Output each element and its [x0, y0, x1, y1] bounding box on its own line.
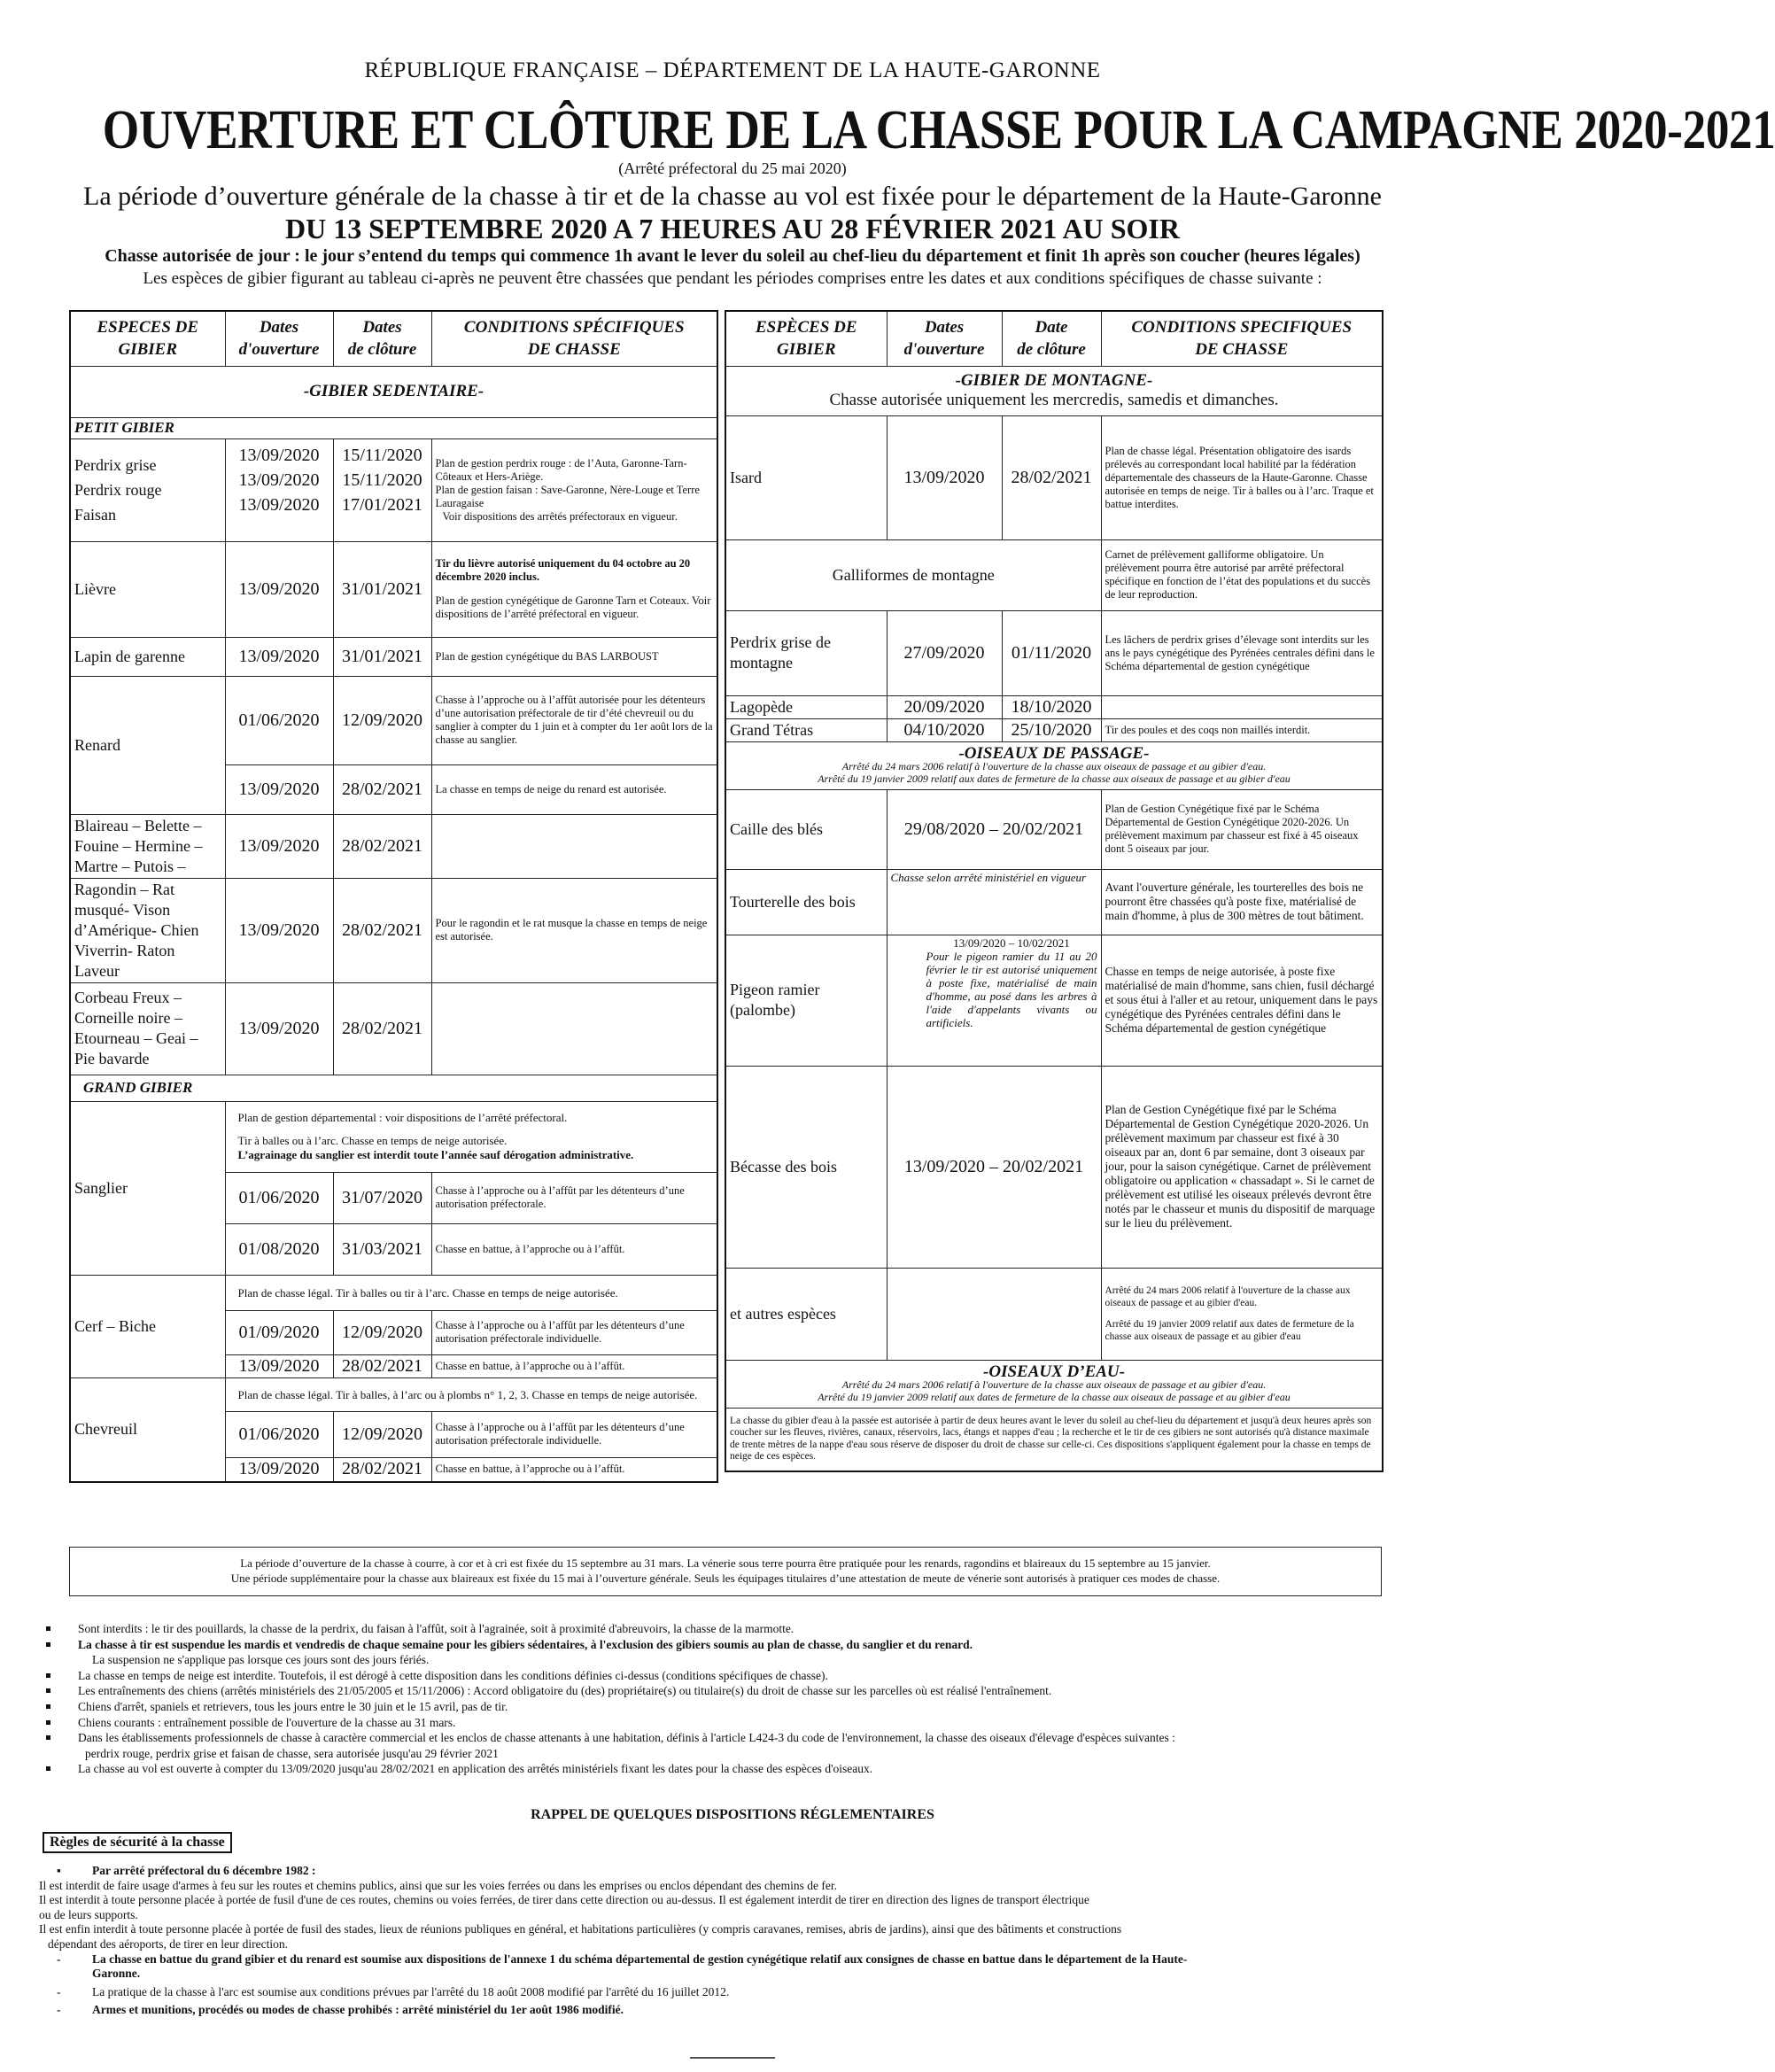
- condition-text: Chasse en battue, à l’approche ou à l’affût.: [431, 1223, 717, 1275]
- condition-text: Tir du lièvre autorisé uniquement du 04 octobre au 20 décembre 2020 inclus.: [435, 557, 691, 583]
- subsection-grand-gibier: GRAND GIBIER: [70, 1075, 717, 1101]
- date-close: 18/10/2020: [1002, 695, 1101, 718]
- department-header: RÉPUBLIQUE FRANÇAISE – DÉPARTEMENT DE LA HAUTE-GARONNE: [364, 58, 1101, 82]
- date-open: 13/09/2020: [238, 469, 320, 490]
- date-open: 01/06/2020: [225, 676, 333, 764]
- period-intro: La période d’ouverture générale de la chasse à tir et de la chasse au vol est fixée pour le département de la Haute-Garonne: [83, 182, 1382, 211]
- col-cloture: Date de clôture: [1002, 311, 1101, 366]
- list-item: Sont interdits : le tir des pouillards, la chasse de la perdrix, du faisan à l'affût, soit à l'agrainée, soit à proximité d'abreuvoirs, la chasse de la marmotte.: [39, 1621, 1430, 1637]
- species-faisan: Faisan: [74, 506, 116, 524]
- species-corbeau: Corbeau Freux – Corneille noire – Etourneau – Geai – Pie bavarde: [70, 982, 225, 1075]
- table-row: [70, 1275, 717, 1310]
- col-especes: ESPECES DE GIBIER: [70, 311, 225, 366]
- species-perdrix-grise: Perdrix grise: [74, 456, 157, 474]
- date-open: 13/09/2020: [225, 982, 333, 1075]
- table-row: [725, 789, 1383, 869]
- rules-section: [39, 1864, 1430, 2018]
- eau-note: Arrêté du 19 janvier 2009 relatif aux dates de fermeture de la chasse aux oiseaux de passage et au gibier d'eau: [818, 1390, 1291, 1403]
- season-dates: DU 13 SEPTEMBRE 2020 A 7 HEURES AU 28 FÉVRIER 2021 AU SOIR: [285, 213, 1180, 244]
- condition-text: Plan de gestion cynégétique de Garonne Tarn et Coteaux. Voir dispositions de l’arrêté préfectoral en vigueur.: [435, 594, 711, 620]
- eau-note: Arrêté du 24 mars 2006 relatif à l'ouverture de la chasse aux oiseaux de passage et au gibier d'eau.: [841, 1377, 1267, 1391]
- species-cerf: Cerf – Biche: [70, 1275, 225, 1377]
- list-item: La chasse au vol est ouverte à compter du 13/09/2020 jusqu'au 28/02/2021 en application des arrêtés ministériels fixant les dates pour la chasse des espèces d'oiseaux.: [39, 1761, 1430, 1777]
- species-galliformes: Galliformes de montagne: [725, 539, 1101, 610]
- table-row: [70, 814, 717, 878]
- species-autres: et autres espèces: [725, 1268, 887, 1360]
- table-header-row: [725, 311, 1383, 366]
- table-row: [725, 610, 1383, 695]
- species-lievre: Lièvre: [70, 541, 225, 637]
- bullet-icon: [46, 1642, 50, 1647]
- col-especes: ESPÈCES DE GIBIER: [725, 311, 887, 366]
- table-row: [70, 541, 717, 637]
- date-close: 12/09/2020: [333, 676, 431, 764]
- rule-text: Garonne.: [92, 1967, 141, 1981]
- condition-text: Arrêté du 19 janvier 2009 relatif aux dates de fermeture de la chasse aux oiseaux de passage et au gibier d'eau: [1105, 1319, 1354, 1342]
- col-conditions: CONDITIONS SPÉCIFIQUES DE CHASSE: [431, 311, 717, 366]
- list-item-continuation: perdrix rouge, perdrix grise et faisan de chasse, sera autorisée jusqu'au 29 février 2021: [85, 1746, 499, 1760]
- date-open: 01/06/2020: [225, 1411, 333, 1457]
- day-definition: Chasse autorisée de jour : le jour s’entend du temps qui commence 1h avant le lever du soleil au chef-lieu du département et finit 1h après son coucher (heures légales): [105, 246, 1360, 266]
- bullet-icon: [46, 1704, 50, 1709]
- species-chevreuil: Chevreuil: [70, 1377, 225, 1482]
- list-item: La chasse en temps de neige est interdite. Toutefois, il est dérogé à cette disposition dans les conditions définies ci-dessus (conditions spécifiques de chasse).: [39, 1668, 1430, 1684]
- condition-text: Plan de gestion faisan : Save-Garonne, Nère-Louge et Terre Lauragaise: [435, 483, 700, 509]
- date-open: 13/09/2020: [887, 415, 1002, 539]
- species-perdrix-rouge: Perdrix rouge: [74, 481, 162, 499]
- condition-text: Chasse à l’approche ou à l’affût autorisée pour les détenteurs d’une autorisation préfectorale de tir d’été chevreuil ou du sanglier à compter du 1 juin et à compter du 1er août lors de la chasse au sanglier.: [431, 676, 717, 764]
- regles-heading: Règles de sécurité à la chasse: [43, 1832, 232, 1853]
- eau-text: La chasse du gibier d'eau à la passée est autorisée à partir de deux heures avant le lever du soleil au chef-lieu du département et jusqu'à deux heures après son coucher sur les fleuves, rivières, canaux, réservoirs, lacs, étangs et nappes d'eau ; la recherche et le tir de ces gibiers ne sont autorisés qu'à distance maximale de trente mètres de la nappe d'eau sous réserve de disposer du droit de chasse sur celle-ci. Ces dispositions s'appliquent également pour la chasse en temps de neige de ces espèces.: [725, 1408, 1383, 1471]
- condition-text: Arrêté du 24 mars 2006 relatif à l'ouverture de la chasse aux oiseaux de passage et au gibier d'eau.: [1105, 1285, 1351, 1308]
- condition-text: Tir des poules et des coqs non maillés interdit.: [1101, 718, 1383, 741]
- date-close: 15/11/2020: [342, 445, 422, 465]
- table-row: [70, 982, 717, 1075]
- date-empty: [887, 1268, 1101, 1360]
- condition-text: Chasse en battue, à l’approche ou à l’affût.: [431, 1354, 717, 1377]
- date-close: 01/11/2020: [1002, 610, 1101, 695]
- list-item: La chasse à tir est suspendue les mardis et vendredis de chaque semaine pour les gibiers sédentaires, à l'exclusion des gibiers soumis au plan de chasse, du sanglier et du renard.: [39, 1637, 1430, 1653]
- condition-text: Les lâchers de perdrix grises d’élevage sont interdits sur les ans le pays cynégétique des Pyrénées centrales défini dans le Schéma départemental de gestion cynégétique: [1101, 610, 1383, 695]
- table-row: [725, 1408, 1383, 1471]
- table-row: [725, 539, 1383, 610]
- date-open: 01/06/2020: [225, 1172, 333, 1223]
- right-species-table: [725, 310, 1384, 1472]
- dash-icon: -: [57, 1952, 61, 1966]
- passage-note: Arrêté du 19 janvier 2009 relatif aux dates de fermeture de la chasse aux oiseaux de passage et au gibier d'eau: [818, 772, 1291, 785]
- list-item-continuation: La suspension ne s'applique pas lorsque ces jours sont des jours fériés.: [92, 1653, 430, 1667]
- date-close: 28/02/2021: [333, 1354, 431, 1377]
- bullet-icon: [46, 1766, 50, 1771]
- date-open: 20/09/2020: [887, 695, 1002, 718]
- date-close: 31/01/2021: [333, 541, 431, 637]
- date-close: 28/02/2021: [333, 814, 431, 878]
- date-close: 28/02/2021: [333, 878, 431, 982]
- date-close: 31/07/2020: [333, 1172, 431, 1223]
- rule-text: Il est interdit à toute personne placée à portée de fusil d'une de ces routes, chemins ou voies ferrées, de tirer dans cette direction ou au-dessus. Il est également interdit de tirer en direction des lignes de transport électrique: [39, 1893, 1089, 1907]
- date-open: 04/10/2020: [887, 718, 1002, 741]
- condition-text: Plan de Gestion Cynégétique fixé par le Schéma Départemental de Gestion Cynégétique 2020-2026. Un prélèvement maximum par chasseur est fixé à 45 oiseaux dont 5 oiseaux par jour.: [1101, 789, 1383, 869]
- table-row: [725, 695, 1383, 718]
- date-open: 13/09/2020: [238, 494, 320, 515]
- species-pigeon: Pigeon ramier (palombe): [725, 935, 887, 1066]
- species-blaireau: Blaireau – Belette – Fouine – Hermine – Martre – Putois –: [70, 814, 225, 878]
- species-perdrix-montagne: Perdrix grise de montagne: [725, 610, 887, 695]
- date-close: 28/02/2021: [1002, 415, 1101, 539]
- bullet-icon: [46, 1688, 50, 1693]
- condition-text: Chasse en temps de neige autorisée, à poste fixe matérialisé de main d'homme, sans chien, fusil déchargé et sous étui à l'aller et au retour, uniquement dans le pays cynégétique des Pyrénées centrales défini dans le Schéma départemental de gestion cynégétique: [1101, 935, 1383, 1066]
- bullet-icon: ▪: [57, 1864, 61, 1877]
- col-conditions: CONDITIONS SPECIFIQUES DE CHASSE: [1101, 311, 1383, 366]
- condition-text: Carnet de prélèvement galliforme obligatoire. Un prélèvement pourra être autorisé par arrêté préfectoral spécifique en fonction de l’état des populations et du succès de leur reproduction.: [1101, 539, 1383, 610]
- date-open: 13/09/2020: [225, 1457, 333, 1482]
- table-row: [725, 869, 1383, 935]
- table-row: [725, 718, 1383, 741]
- bullet-icon: [46, 1720, 50, 1725]
- rule-text: dépendant des aéroports, de tirer en leur direction.: [48, 1936, 289, 1951]
- rule-item: ▪ Par arrêté préfectoral du 6 décembre 1982 :: [57, 1864, 316, 1877]
- notes-list: [39, 1621, 1430, 1777]
- condition-text: Plan de Gestion Cynégétique fixé par le Schéma Départemental de Gestion Cynégétique 2020-2026. Un prélèvement maximum par chasseur est fixé à 30 oiseaux par an, dont 6 par semaine, dont 3 oiseaux par jour, pour la saison cynégétique. Carnet de prélèvement obligatoire ou application « chassadapt ». Si le carnet de prélèvement est utilisé les oiseaux prélevés devront être notés par le chasseur et munis du dispositif de marquage sur le lieu du prélèvement.: [1101, 1066, 1383, 1268]
- section-passage: -OISEAUX DE PASSAGE-: [958, 743, 1150, 763]
- table-row: [70, 676, 717, 764]
- species-caille: Caille des blés: [725, 789, 887, 869]
- table-row: [70, 1377, 717, 1411]
- condition-text: Tir à balles ou à l’arc. Chasse en temps de neige autorisée.: [237, 1134, 508, 1147]
- date-range: 13/09/2020 – 20/02/2021: [887, 1066, 1101, 1268]
- date-close: 28/02/2021: [333, 982, 431, 1075]
- condition-text: Chasse à l’approche ou à l’affût par les détenteurs d’une autorisation préfectorale individuelle.: [431, 1310, 717, 1354]
- bullet-icon: [46, 1626, 50, 1631]
- table-row: [725, 1268, 1383, 1360]
- condition-text: Plan de gestion départemental : voir dispositions de l’arrêté préfectoral.: [237, 1111, 568, 1124]
- date-close: 12/09/2020: [333, 1411, 431, 1457]
- condition-text: Voir dispositions des arrêtés préfectoraux en vigueur.: [442, 509, 678, 523]
- condition-text: L’agrainage du sanglier est interdit toute l’année sauf dérogation administrative.: [237, 1148, 634, 1161]
- section-sedentaire: -GIBIER SEDENTAIRE-: [70, 366, 717, 417]
- date-close: 28/02/2021: [333, 764, 431, 814]
- list-item: Chiens courants : entraînement possible de l'ouverture de la chasse au 31 mars.: [39, 1715, 1430, 1731]
- table-row: [70, 878, 717, 982]
- date-note: Pour le pigeon ramier du 11 au 20 février le tir est autorisé uniquement à poste fixe, matérialisé de main d'homme, au posé dans les arbres à l'aide d'appelants vivants ou artificiels.: [926, 949, 1097, 1029]
- date-open: 13/09/2020: [225, 637, 333, 676]
- condition-empty: [431, 982, 717, 1075]
- section-montagne: -GIBIER DE MONTAGNE-: [955, 371, 1153, 390]
- date-open: 13/09/2020: [225, 764, 333, 814]
- condition-text: La chasse en temps de neige du renard est autorisée.: [431, 764, 717, 814]
- passage-note: Arrêté du 24 mars 2006 relatif à l'ouverture de la chasse aux oiseaux de passage et au gibier d'eau.: [841, 759, 1267, 772]
- list-item: Dans les établissements professionnels de chasse à caractère commercial et les enclos de chasse attenants à une habitation, définis à l'article L424-3 du code de l'environnement, la chasse des oiseaux d'élevage d'espèces suivantes :: [39, 1730, 1430, 1746]
- species-sanglier: Sanglier: [70, 1101, 225, 1275]
- date-range: 13/09/2020 – 10/02/2021: [953, 935, 1070, 950]
- date-open: 13/09/2020: [225, 541, 333, 637]
- condition-text: Chasse en battue, à l’approche ou à l’affût.: [431, 1457, 717, 1482]
- date-close: 28/02/2021: [333, 1457, 431, 1482]
- table-row: [725, 935, 1383, 1066]
- montagne-note: Chasse autorisée uniquement les mercredis, samedis et dimanches.: [829, 391, 1279, 409]
- section-eau: -OISEAUX D’EAU-: [983, 1362, 1125, 1381]
- footer-divider: [690, 2057, 775, 2059]
- date-close: 15/11/2020: [342, 469, 422, 490]
- page-title: OUVERTURE ET CLÔTURE DE LA CHASSE POUR LA CAMPAGNE 2020-2021: [102, 100, 1775, 160]
- bullet-icon: [46, 1735, 50, 1740]
- date-open: 01/09/2020: [225, 1310, 333, 1354]
- date-range: 29/08/2020 – 20/02/2021: [887, 789, 1101, 869]
- date-close: 25/10/2020: [1002, 718, 1101, 741]
- condition-text: Avant l'ouverture générale, les tourterelles des bois ne pourront être chassées qu'à poste fixe, matérialisé de main d'homme, à plus de 300 mètres de tout bâtiment.: [1101, 869, 1383, 935]
- chasse-courre-box: [69, 1547, 1382, 1596]
- date-open: 13/09/2020: [225, 1354, 333, 1377]
- list-item: Chiens d'arrêt, spaniels et retrievers, tous les jours entre le 30 juin et le 15 avril, pas de tir.: [39, 1699, 1430, 1715]
- condition-text: Plan de chasse légal. Tir à balles, à l’arc ou à plombs n° 1, 2, 3. Chasse en temps de neige autorisée.: [225, 1377, 717, 1411]
- dash-icon: -: [57, 1984, 61, 1998]
- table-row: [725, 415, 1383, 539]
- rule-text: Il est interdit de faire usage d'armes à feu sur les routes et chemins publics, ainsi que sur les voies ferrées ou dans les emprises ou enclos dépendant des chemins de fer.: [39, 1878, 838, 1892]
- species-grand-tetras: Grand Tétras: [725, 718, 887, 741]
- condition-text: Chasse à l’approche ou à l’affût par les détenteurs d’une autorisation préfectorale individuelle.: [431, 1411, 717, 1457]
- courre-line: Une période supplémentaire pour la chasse aux blaireaux est fixée du 15 mai à l’ouverture générale. Seuls les équipages titulaires d’une attestation de meute de vénerie sont autorisés à pratiquer ces modes de chasse.: [230, 1571, 1221, 1585]
- col-ouverture: Dates d'ouverture: [225, 311, 333, 366]
- date-open: 13/09/2020: [225, 814, 333, 878]
- bullet-icon: [46, 1673, 50, 1678]
- date-close: 31/03/2021: [333, 1223, 431, 1275]
- arrete-reference: (Arrêté préfectoral du 25 mai 2020): [618, 159, 847, 177]
- species-renard: Renard: [70, 676, 225, 814]
- list-item: Les entraînements des chiens (arrêtés ministériels des 21/05/2005 et 15/11/2006) : Accord obligatoire du (des) propriétaire(s) ou titulaire(s) du droit de chasse sur les parcelles où est réalisé l'entraînement.: [39, 1683, 1430, 1699]
- species-becasse: Bécasse des bois: [725, 1066, 887, 1268]
- courre-line: La période d’ouverture de la chasse à courre, à cor et à cri est fixée du 15 septembre au 31 mars. La vénerie sous terre pourra être pratiquée pour les renards, ragondins et blaireaux du 15 septembre au 15 janvier.: [240, 1556, 1211, 1570]
- condition-text: Plan de gestion cynégétique du BAS LARBOUST: [431, 637, 717, 676]
- species-intro: Les espèces de gibier figurant au tableau ci-après ne peuvent être chassées que pendant les périodes comprises entre les dates et aux conditions spécifiques de chasse suivante :: [143, 269, 1322, 288]
- rule-item: - La pratique de la chasse à l'arc est soumise aux conditions prévues par l'arrêté du 18 août 2008 modifié par l'arrêté du 16 juillet 2012.: [57, 1984, 730, 1998]
- date-open: 13/09/2020: [225, 878, 333, 982]
- rule-text: Il est enfin interdit à toute personne placée à portée de fusil des stades, lieux de réunions publiques en général, et habitations particulières (y compris caravanes, remises, abris de jardins), ainsi que des bâtiments et constructions: [39, 1922, 1122, 1936]
- condition-text: Plan de gestion perdrix rouge : de l’Auta, Garonne-Tarn- Côteaux et Hers-Ariège.: [435, 456, 687, 483]
- date-close: 12/09/2020: [333, 1310, 431, 1354]
- table-header-row: [70, 311, 717, 366]
- species-isard: Isard: [725, 415, 887, 539]
- condition-text: Chasse à l’approche ou à l’affût par les détenteurs d’une autorisation préfectorale.: [431, 1172, 717, 1223]
- condition-empty: [1101, 695, 1383, 718]
- rule-item: - La chasse en battue du grand gibier et du renard est soumise aux dispositions de l'annexe 1 du schéma départemental de gestion cynégétique relatif aux consignes de chasse en battue dans le département de la Haute-: [57, 1952, 1188, 1966]
- table-row: [70, 438, 717, 541]
- subsection-petit-gibier: PETIT GIBIER: [70, 417, 717, 438]
- species-lagopede: Lagopède: [725, 695, 887, 718]
- col-cloture: Dates de clôture: [333, 311, 431, 366]
- table-row: [70, 1101, 717, 1172]
- species-lapin: Lapin de garenne: [70, 637, 225, 676]
- condition-empty: [431, 814, 717, 878]
- table-row: [70, 637, 717, 676]
- species-ragondin: Ragondin – Rat musqué- Vison d’Amérique- Chien Viverrin- Raton Laveur: [70, 878, 225, 982]
- date-close: 31/01/2021: [333, 637, 431, 676]
- rule-item: - Armes et munitions, procédés ou modes de chasse prohibés : arrêté ministériel du 1er août 1986 modifié.: [57, 2003, 624, 2017]
- condition-text: Pour le ragondin et le rat musque la chasse en temps de neige est autorisée.: [431, 878, 717, 982]
- date-open: 01/08/2020: [225, 1223, 333, 1275]
- left-species-table: [69, 310, 718, 1483]
- date-open: 27/09/2020: [887, 610, 1002, 695]
- rappel-heading: RAPPEL DE QUELQUES DISPOSITIONS RÉGLEMENTAIRES: [531, 1807, 934, 1822]
- species-tourterelle: Tourterelle des bois: [725, 869, 887, 935]
- date-close: 17/01/2021: [341, 494, 423, 515]
- rule-text: ou de leurs supports.: [39, 1907, 138, 1921]
- date-open: 13/09/2020: [238, 445, 320, 465]
- date-note: Chasse selon arrêté ministériel en vigueur: [887, 869, 1101, 935]
- condition-text: Plan de chasse légal. Tir à balles ou tir à l’arc. Chasse en temps de neige autorisée.: [225, 1275, 717, 1310]
- condition-text: Plan de chasse légal. Présentation obligatoire des isards prélevés au correspondant local habilité par la fédération départementale des chasseurs de la Haute-Garonne. Chasse autorisée en temps de neige. Tir à balles ou à l’arc. Traque et battue interdites.: [1101, 415, 1383, 539]
- col-ouverture: Dates d'ouverture: [887, 311, 1002, 366]
- table-row: [725, 1066, 1383, 1268]
- dash-icon: -: [57, 2003, 61, 2017]
